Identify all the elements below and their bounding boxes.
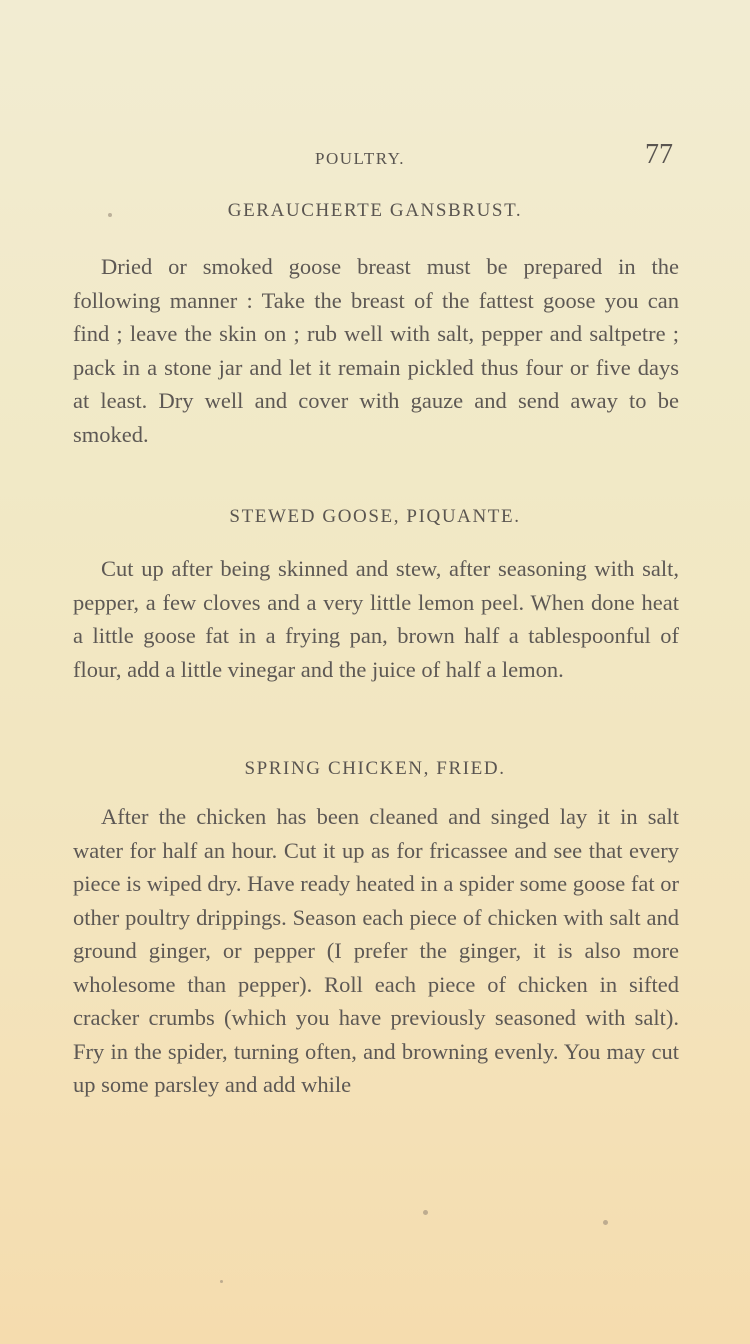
page-number: 77 [645, 139, 673, 170]
running-title: POULTRY. [315, 149, 405, 168]
paragraph: After the chicken has been cleaned and singed lay it in salt water for half an hour. Cut it up as for fricassee and see that every piece is wiped dry. Have ready heated in a spider some goose fat or other poultry drippings. Season each piece of chicken with salt and ground ginger, or pepper (I prefer the ginger, it is also more wholesome than pepper). Roll each piece of chicken in sifted cracker crumbs (which you have previously seasoned with salt). Fry in the spider, turning often, and browning evenly. You may cut up some parsley and add while [73, 804, 679, 1097]
running-head [0, 139, 750, 175]
section-heading-stewed-goose: STEWED GOOSE, PIQUANTE. [229, 506, 521, 527]
paragraph: Dried or smoked goose breast must be prepared in the following manner : Take the breast of the fattest goose you can find ; leave the skin on ; rub well with salt, pepper and saltpetre ; pack in a stone jar and let it remain pickled thus four or five days at least. Dry well and cover with gauze and send away to be smoked. [73, 254, 679, 447]
section-heading-spring-chicken: SPRING CHICKEN, FRIED. [244, 758, 506, 779]
section-text-spring-chicken [73, 800, 679, 1102]
paragraph: Cut up after being skinned and stew, after seasoning with salt, pepper, a few cloves and a very little lemon peel. When done heat a little goose fat in a frying pan, brown half a tablespoonful of flour, add a little vinegar and the juice of half a lemon. [73, 556, 679, 682]
section-text-smoked-goose [73, 250, 679, 451]
section-heading-smoked-goose: GERAUCHERTE GANSBRUST. [227, 200, 523, 221]
paper-speck [423, 1210, 428, 1215]
paper-speck [108, 213, 112, 217]
section-text-stewed-goose [73, 552, 679, 686]
paper-speck [603, 1220, 608, 1225]
paper-speck [220, 1280, 223, 1283]
